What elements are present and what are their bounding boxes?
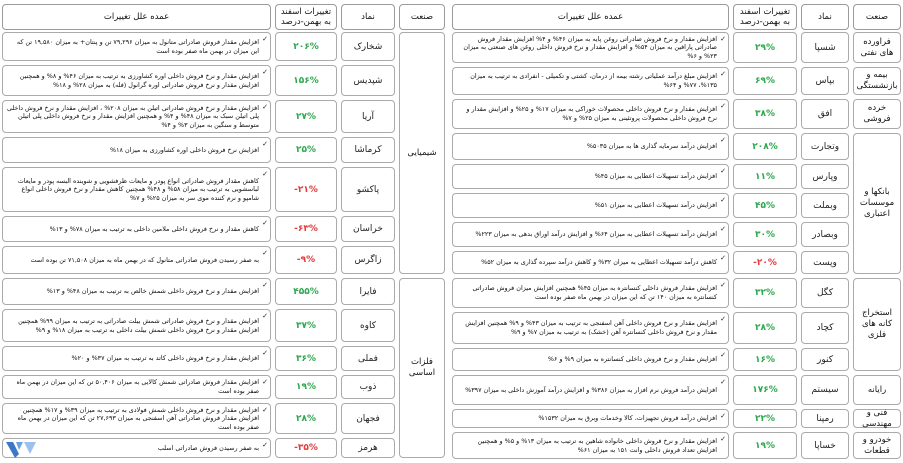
change-reason-text: افزایش مقدار و نرخ فروش داخلی کنسانتره به میزان ۹% و ۶%	[547, 355, 717, 364]
symbol-cell: آریا	[341, 100, 395, 133]
change-percent: ۲۹%	[733, 32, 797, 63]
symbol-cell: هرمز	[341, 438, 395, 458]
change-reason-cell	[2, 278, 271, 305]
right-table-header	[452, 4, 901, 32]
header-sector: صنعت	[853, 4, 901, 30]
table-row	[452, 432, 853, 463]
change-percent: ۱۹%	[733, 432, 797, 459]
table-row	[452, 409, 853, 432]
change-percent: -۶۳%	[275, 216, 337, 242]
change-reason-text: افزایش مقدار و نرخ فروش داخلی شمش فولادی به ترتیب به میزان ۳۹% و ۱۷% همچنین افزایش مقدار فروش صادراتی آهن اسفنجی به میزان ۲۷,۶۹۳ تن که این میزان در بهمن ماه صفر بوده است	[17, 405, 259, 431]
table-row	[2, 216, 399, 246]
header-change: تغییرات اسفند به بهمن-درصد	[275, 4, 337, 30]
check-icon: ✓	[262, 349, 268, 357]
header-desc: عمده علل تغییرات	[452, 4, 729, 30]
change-reason-cell	[2, 137, 271, 163]
table-row	[452, 67, 853, 99]
table-row	[2, 167, 399, 216]
table-row	[452, 133, 853, 164]
symbol-cell: افق	[801, 99, 849, 129]
change-reason-cell	[452, 251, 729, 274]
sector-cell: بیمه و بازنشستگی	[853, 67, 901, 95]
check-icon: ✓	[262, 170, 268, 178]
change-percent: ۲۸%	[733, 312, 797, 344]
symbol-cell: وبصادر	[801, 222, 849, 247]
change-reason-text: افزایش درآمد فروش نرم افزار به میزان ۳۸۶% و افزایش درآمد آموزش داخلی به میزان ۳۹۷%	[465, 385, 717, 394]
change-reason-text: افزایش مقدار و نرخ فروش صادراتی اتیلن به میزان ۲۰۸% ، افزایش مقدار و نرخ فروش داخلی پلی اتیلن سبک به میزان ۴۸% و ۴% و همچنین افزایش مقدار و نرخ فروش داخلی پلی اتیلن متوسط و سنگین به میزان ۳% و ۴%	[6, 103, 259, 129]
table-row	[2, 32, 399, 65]
change-percent: ۳۰%	[733, 222, 797, 247]
symbol-cell: رمپنا	[801, 409, 849, 428]
check-icon: ✓	[262, 35, 268, 43]
change-reason-text: افزایش مقدار و نرخ فروش داخلی کاتد به ترتیب به میزان ۳۷% و ۲۰%	[71, 354, 259, 363]
change-reason-cell	[452, 432, 729, 459]
check-icon: ✓	[720, 412, 726, 420]
header-desc: عمده علل تغییرات	[2, 4, 271, 30]
change-reason-cell	[2, 246, 271, 274]
check-icon: ✓	[262, 68, 268, 76]
change-reason-text: افزایش نرخ فروش داخلی اوره کشاورزی به میزان ۱۸%	[110, 145, 259, 154]
sector-cell: فنی و مهندسی	[853, 409, 901, 428]
change-reason-cell	[452, 409, 729, 428]
change-reason-cell	[2, 167, 271, 212]
change-reason-cell	[452, 193, 729, 218]
change-reason-text: کاهش مقدار و نرخ فروش داخلی ملامین داخلی به ترتیب به میزان ۷۸% و ۱۳%	[49, 224, 259, 233]
symbol-cell: کرماشا	[341, 137, 395, 163]
symbol-cell: فجهان	[341, 403, 395, 434]
sector-cell: فراورده های نفتی	[853, 32, 901, 63]
symbol-cell: کگل	[801, 278, 849, 308]
check-icon: ✓	[262, 281, 268, 289]
change-percent: ۱۵۶%	[275, 65, 337, 96]
check-icon: ✓	[720, 315, 726, 323]
change-percent: ۲۷%	[275, 100, 337, 133]
check-icon: ✓	[720, 102, 726, 110]
change-reason-cell	[2, 375, 271, 399]
table-row	[452, 312, 853, 348]
brand-logo-icon	[4, 440, 38, 460]
table-row	[452, 164, 853, 193]
right-table	[452, 4, 901, 456]
check-icon: ✓	[262, 378, 268, 386]
change-reason-text: افزایش درآمد تسهیلات اعطایی به میزان ۵۱%	[594, 201, 717, 210]
table-row	[452, 251, 853, 278]
check-icon: ✓	[262, 249, 268, 257]
change-reason-cell	[2, 100, 271, 133]
change-reason-text: افزایش مقدار و نرخ فروش داخلی آهن اسفنجی به ترتیب به میزان ۴۳% و ۹% همچنین افزایش مقدار و نرخ فروش داخلی کنسانتره آهن (خشک) به ترتیب به میزان ۷% و ۹%	[465, 319, 717, 336]
change-reason-text: افزایش مقدار فروش صادراتی شمش کالایی به میزان ۵۰,۴۰۶ تن که این میزان در بهمن ماه صفر بوده است	[16, 378, 259, 395]
change-reason-cell	[2, 346, 271, 371]
change-reason-cell	[2, 403, 271, 434]
change-percent: ۴۵۵%	[275, 278, 337, 305]
symbol-cell: بپاس	[801, 67, 849, 95]
symbol-cell: وبملت	[801, 193, 849, 218]
symbol-cell: کاوه	[341, 309, 395, 342]
change-reason-cell	[452, 348, 729, 371]
table-row	[452, 348, 853, 375]
change-percent: ۲۵%	[275, 137, 337, 163]
symbol-cell: پاکشو	[341, 167, 395, 212]
table-row	[452, 222, 853, 251]
change-percent: ۳۸%	[733, 99, 797, 129]
change-reason-text: افزایش مقدار و نرخ فروش داخلی محصولات خوراکی به میزان ۱۷% و ۲۵% و افزایش مقدار و نرخ فروش داخلی محصولات پروتئینی به میزان ۲۵% و ۷%	[466, 105, 717, 122]
change-reason-text: افزایش مقدار و نرخ فروش داخلی شمش خالص به ترتیب به میزان ۴۸% و ۱۳%	[46, 287, 259, 296]
table-row	[452, 32, 853, 67]
table-row	[2, 65, 399, 100]
change-reason-cell	[452, 278, 729, 308]
symbol-cell: سیستم	[801, 375, 849, 405]
change-percent: ۲۲%	[733, 409, 797, 428]
check-icon: ✓	[720, 35, 726, 43]
change-percent: ۲۰۸%	[733, 133, 797, 160]
change-percent: ۳۲%	[733, 278, 797, 308]
symbol-cell: خساپا	[801, 432, 849, 459]
change-percent: ۳۷%	[275, 309, 337, 342]
table-row	[2, 309, 399, 346]
change-percent: ۳۶%	[275, 346, 337, 371]
table-row	[2, 246, 399, 278]
change-reason-text: کاهش درآمد تسهیلات اعطایی به میزان ۳۲% و کاهش درآمد سپرده گذاری به میزان ۵۲%	[481, 258, 717, 267]
table-row	[2, 403, 399, 438]
symbol-cell: فایرا	[341, 278, 395, 305]
symbol-cell: فملی	[341, 346, 395, 371]
change-percent: ۲۸%	[275, 403, 337, 434]
check-icon: ✓	[262, 103, 268, 111]
check-icon: ✓	[720, 70, 726, 78]
table-row	[2, 346, 399, 375]
change-percent: ۱۹%	[275, 375, 337, 399]
change-reason-cell	[452, 133, 729, 160]
change-reason-text: افزایش درآمد سرمایه گذاری ها به میزان ۵۰۳۵%	[586, 142, 717, 151]
change-reason-text: کاهش مقدار فروش صادراتی انواع پودر و مایعات ظرفشویی و شوینده البسه پودر و مایعات لباسشویی به ترتیب به میزان ۵۸% و ۴۸% همچنین کاهش مقدار و نرخ فروش داخلی انواع شامپو و نرم کننده موی سر به میزان ۲۵% و ۷%	[17, 176, 259, 202]
table-row	[2, 278, 399, 309]
change-reason-cell	[452, 375, 729, 405]
change-percent: -۲۰%	[733, 251, 797, 274]
header-sector: صنعت	[399, 4, 445, 30]
change-reason-cell	[2, 216, 271, 242]
symbol-cell: وپست	[801, 251, 849, 274]
change-percent: -۲۱%	[275, 167, 337, 212]
symbol-cell: خراسان	[341, 216, 395, 242]
change-reason-text: افزایش درآمد تسهیلات اعطایی به میزان ۶۴% و افزایش درآمد اوراق بدهی به میزان ۲۲۳%	[475, 230, 717, 239]
change-reason-cell	[452, 222, 729, 247]
symbol-cell: زاگرس	[341, 246, 395, 274]
change-reason-text: به صفر رسیدن فروش صادراتی اسلب	[157, 443, 259, 452]
header-symbol: نماد	[801, 4, 849, 30]
header-symbol: نماد	[341, 4, 395, 30]
change-reason-text: افزایش مقدار و نرخ فروش صادراتی روغن پایه به میزان ۴۶% و ۴% افزایش مقدار فروش صادراتی پارافین به میزان ۵۴% و افزایش مقدار و نرخ فروش داخلی روغن های صنعتی به میزان ۲۳% و ۶%	[463, 34, 717, 60]
sector-cell: رایانه	[853, 375, 901, 405]
check-icon: ✓	[720, 254, 726, 262]
symbol-cell: ذوب	[341, 375, 395, 399]
table-row	[2, 137, 399, 167]
change-reason-text: افزایش درآمد فروش تجهیزات، کالا وخدمات وبرق به میزان ۱۵۳۲%	[538, 414, 717, 423]
change-reason-text: افزایش درآمد تسهیلات اعطایی به میزان ۴۵%	[594, 172, 717, 181]
change-reason-cell	[2, 438, 271, 458]
change-reason-text: افزایش مقدار و نرخ فروش صادراتی شمش بیلت صادراتی به ترتیب به میزان ۹۹% همچنین افزایش مقدار و نرخ فروش داخلی شمش بیلت داخلی به ترتیب به میزان ۱۸% و ۹%	[18, 316, 259, 334]
change-reason-cell	[452, 312, 729, 344]
change-percent: -۹%	[275, 246, 337, 274]
symbol-cell: شخارک	[341, 32, 395, 61]
sector-cell: استخراج کانه های فلزی	[853, 278, 901, 371]
change-percent: ۱۱%	[733, 164, 797, 189]
symbol-cell: شسپا	[801, 32, 849, 63]
change-reason-text: افزایش مقدار و نرخ فروش داخلی خانواده شاهین به ترتیب به میزان ۱۳% و ۵% و همچنین افزایش تعداد فروش داخلی وانت ۱۵۱ به میزان ۶۱%	[477, 436, 717, 454]
check-icon: ✓	[720, 281, 726, 289]
change-reason-text: به صفر رسیدن فروش صادراتی متانول که در بهمن ماه به میزان ۷۱,۵۰۸ تن بوده است	[30, 255, 259, 264]
change-reason-text: افزایش مقدار فروش صادراتی متانول به میزان ۷۹,۲۹۶ تن و پنتان+ به میزان ۱۹,۵۸۰ تن که این میزان در بهمن ماه صفر بوده است	[16, 37, 259, 55]
check-icon: ✓	[720, 351, 726, 359]
sector-cell: خودرو و قطعات	[853, 432, 901, 459]
change-percent: ۱۷۶%	[733, 375, 797, 405]
check-icon: ✓	[262, 219, 268, 227]
table-row	[452, 375, 853, 409]
change-reason-text: افزایش مقدار و نرخ فروش داخلی اوره کشاورزی به ترتیب به میزان ۴۶% و ۸% و همچنین افزایش مقدار و نرخ فروش صادراتی اوره گرانول (فله) به میزان ۲۸% و ۱۸%	[19, 71, 259, 89]
change-reason-cell	[2, 65, 271, 96]
change-percent: ۱۶%	[733, 348, 797, 371]
check-icon: ✓	[262, 312, 268, 320]
change-reason-text: افزایش مبلغ درآمد عملیاتی رشته بیمه از درمان، کشتی و تکمیلی - انفرادی به ترتیب به میزان ۱۳۵%، ۷۷% و ۶۴%	[470, 72, 717, 89]
check-icon: ✓	[720, 435, 726, 443]
check-icon: ✓	[720, 225, 726, 233]
table-row	[452, 278, 853, 312]
change-reason-cell	[452, 99, 729, 129]
symbol-cell: شپدیس	[341, 65, 395, 96]
change-percent: ۲۰۶%	[275, 32, 337, 61]
left-table	[2, 4, 445, 453]
change-reason-cell	[452, 67, 729, 95]
table-row	[2, 438, 399, 462]
sector-cell: فلزات اساسی	[399, 278, 445, 458]
change-percent: ۴۵%	[733, 193, 797, 218]
check-icon: ✓	[720, 378, 726, 386]
change-reason-cell	[2, 32, 271, 61]
check-icon: ✓	[720, 136, 726, 144]
change-reason-cell	[452, 32, 729, 63]
check-icon: ✓	[262, 140, 268, 148]
check-icon: ✓	[720, 196, 726, 204]
change-reason-cell	[2, 309, 271, 342]
left-table-header	[2, 4, 445, 32]
table-row	[452, 193, 853, 222]
symbol-cell: کچاد	[801, 312, 849, 344]
symbol-cell: وتجارت	[801, 133, 849, 160]
table-row	[2, 100, 399, 137]
symbol-cell: وپارس	[801, 164, 849, 189]
header-change: تغییرات اسفند به بهمن-درصد	[733, 4, 797, 30]
change-percent: ۶۹%	[733, 67, 797, 95]
table-row	[452, 99, 853, 133]
table-row	[2, 375, 399, 403]
sector-cell: بانکها و موسسات اعتباری	[853, 133, 901, 274]
check-icon: ✓	[262, 406, 268, 414]
symbol-cell: کنور	[801, 348, 849, 371]
change-percent: -۳۵%	[275, 438, 337, 458]
change-reason-text: افزایش مقدار فروش داخلی کنسانتره به میزان ۴۵% همچنین افزایش میزان فروش صادراتی کنسانتره به میزان ۱۴۰ تن که این میزان در بهمن ماه صفر بوده است	[472, 284, 717, 301]
sector-cell: خرده فروشی	[853, 99, 901, 129]
check-icon: ✓	[262, 441, 268, 449]
check-icon: ✓	[720, 167, 726, 175]
change-reason-cell	[452, 164, 729, 189]
sector-cell: شیمیایی	[399, 32, 445, 274]
